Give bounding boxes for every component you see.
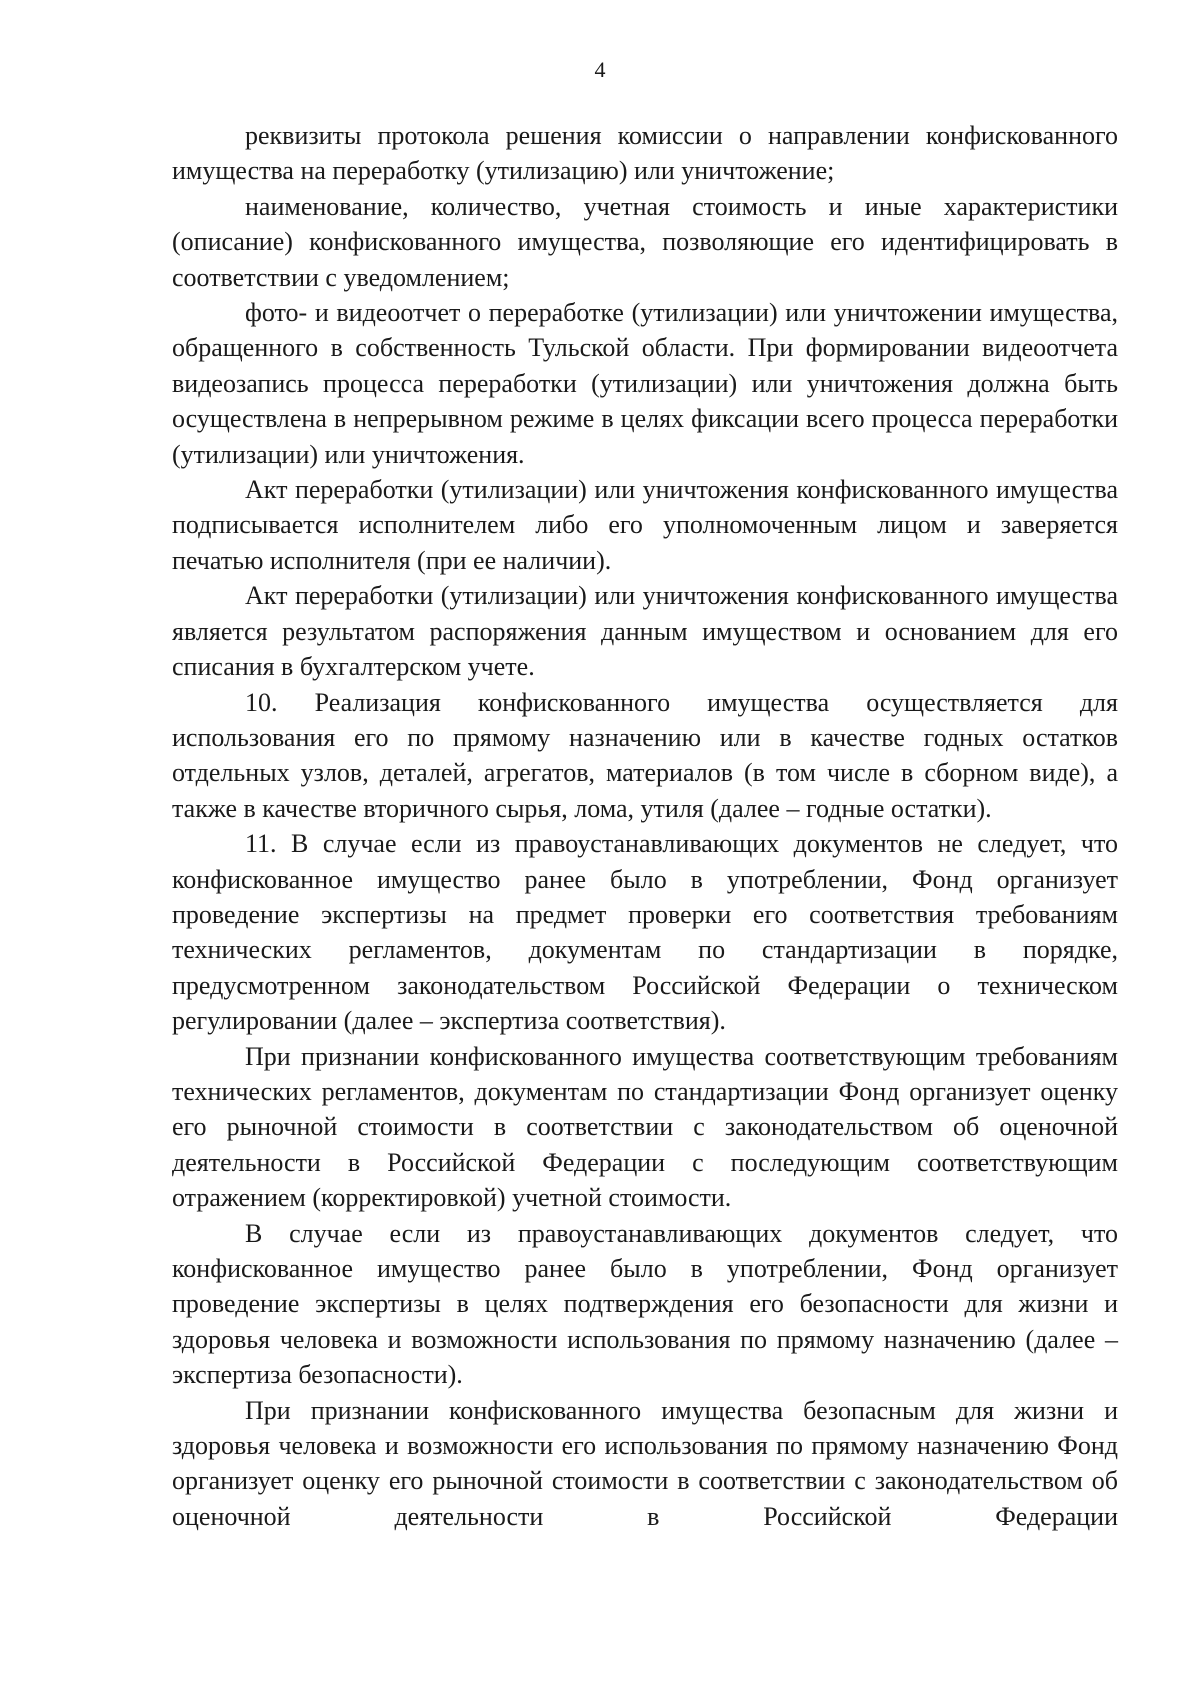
- paragraph: 10. Реализация конфискованного имущества осуществляется для использования его по прямому назначению или в качестве годных остатков отдельных узлов, деталей, агрегатов, материалов (в том числе в сборном виде), а также в качестве вторичного сырья, лома, утиля (далее – годные остатки).: [172, 687, 1118, 823]
- paragraph: фото- и видеоотчет о переработке (утилизации) или уничтожении имущества, обращенного в собственность Тульской области. При формировании видеоотчета видеозапись процесса переработки (утилизации) или уничтожения должна быть осуществлена в непрерывном режиме в целях фиксации всего процесса переработки (утилизации) или уничтожения.: [172, 298, 1118, 469]
- paragraph: При признании конфискованного имущества безопасным для жизни и здоровья человека и возможности его использования по прямому назначению Фонд организует оценку его рыночной стоимости в соответствии с законодательством об оценочной деятельности в Российской Федерации: [172, 1395, 1118, 1531]
- paragraph: Акт переработки (утилизации) или уничтожения конфискованного имущества подписывается исполнителем либо его уполномоченным лицом и заверяется печатью исполнителя (при ее наличии).: [172, 475, 1118, 575]
- paragraph: Акт переработки (утилизации) или уничтожения конфискованного имущества является результатом распоряжения данным имуществом и основанием для его списания в бухгалтерском учете.: [172, 581, 1118, 682]
- paragraph: 11. В случае если из правоустанавливающих документов не следует, что конфискованное имущество ранее было в употреблении, Фонд организует проведение экспертизы на предмет проверки его соответствия требованиям технических регламентов, документам по стандартизации в порядке, предусмотренном законодательством Российской Федерации о техническом регулировании (далее – экспертиза соответствия).: [172, 829, 1118, 1036]
- paragraph: наименование, количество, учетная стоимость и иные характеристики (описание) конфискованного имущества, позволяющие его идентифицировать в соответствии с уведомлением;: [172, 191, 1118, 292]
- page-number: 4: [594, 57, 606, 82]
- document-body: [172, 118, 1118, 1534]
- paragraph: При признании конфискованного имущества соответствующим требованиям технических регламентов, документам по стандартизации Фонд организует оценку его рыночной стоимости в соответствии с законодательством об оценочной деятельности в Российской Федерации с последующим соответствующим отражением (корректировкой) учетной стоимости.: [172, 1041, 1118, 1213]
- paragraph: В случае если из правоустанавливающих документов следует, что конфискованное имущество ранее было в употреблении, Фонд организует проведение экспертизы в целях подтверждения его безопасности для жизни и здоровья человека и возможности использования по прямому назначению (далее – экспертиза безопасности).: [172, 1218, 1118, 1390]
- paragraph: реквизиты протокола решения комиссии о направлении конфискованного имущества на переработку (утилизацию) или уничтожение;: [172, 121, 1118, 186]
